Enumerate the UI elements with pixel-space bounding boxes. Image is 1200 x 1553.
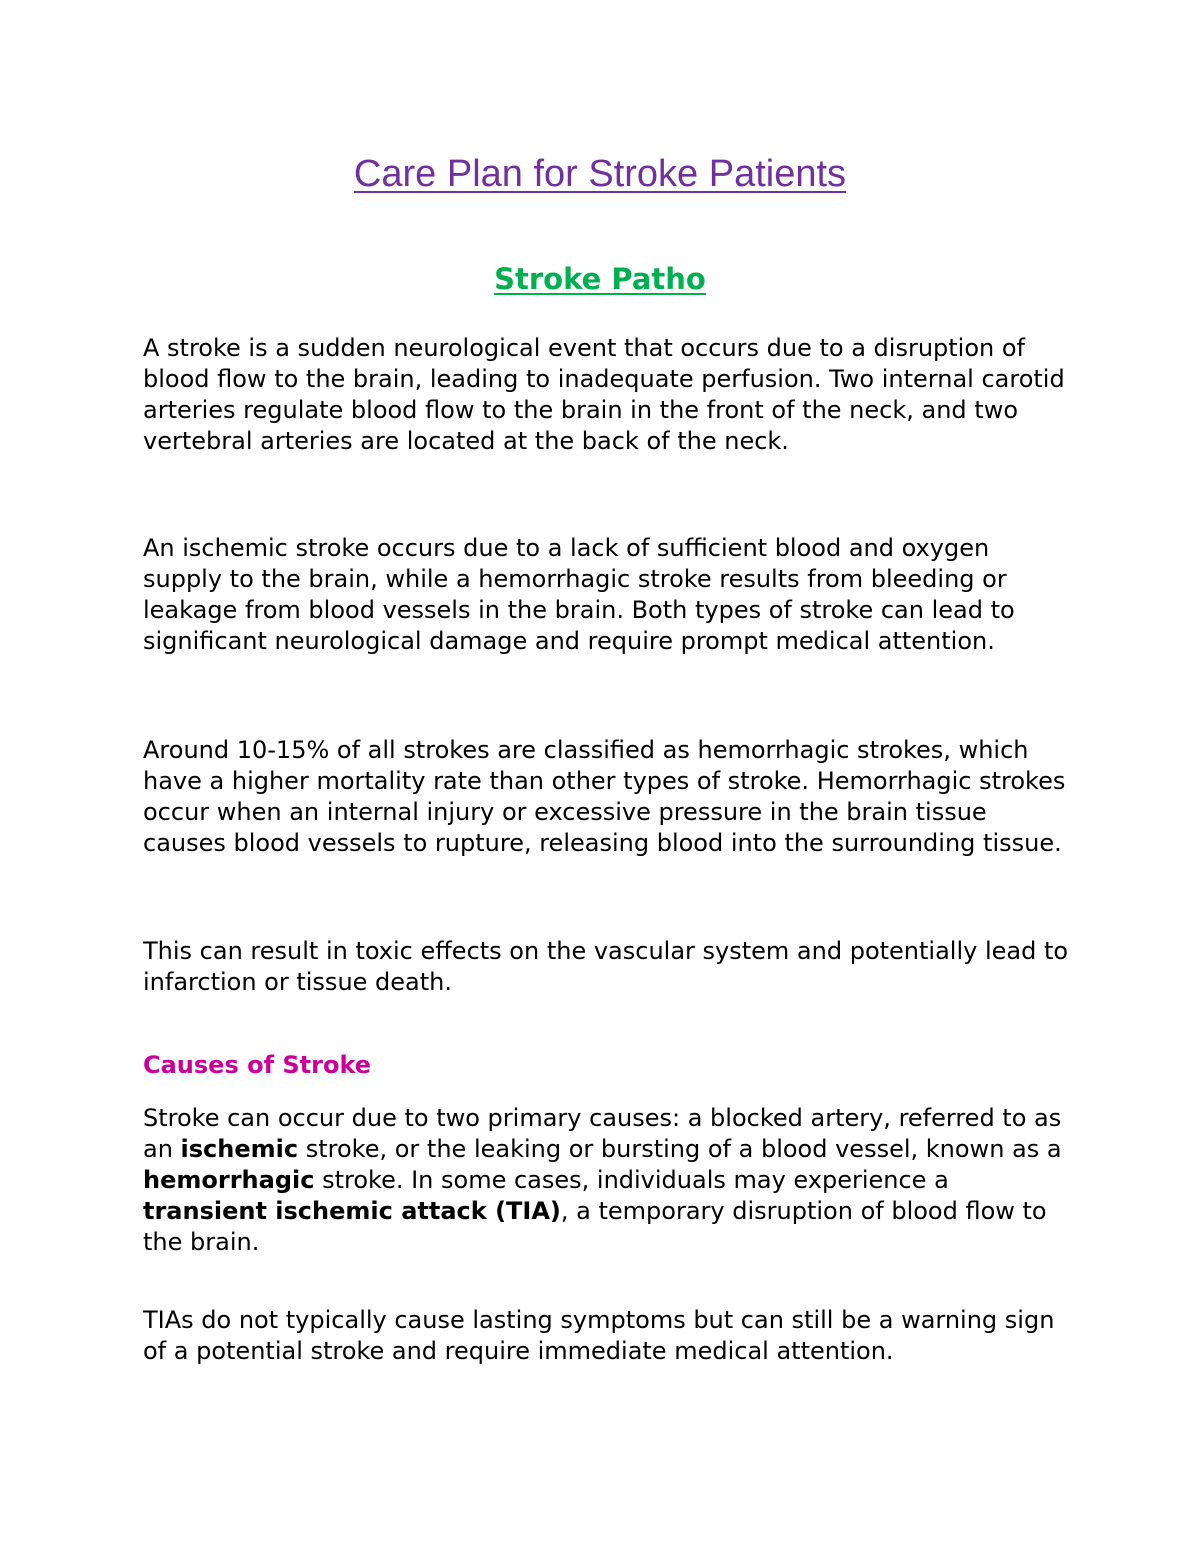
section-heading-causes-of-stroke: Causes of Stroke — [143, 1051, 372, 1079]
section-heading-stroke-patho: Stroke Patho — [494, 262, 706, 296]
paragraph-stroke-causes — [143, 1103, 1073, 1258]
document-title: Care Plan for Stroke Patients — [353, 153, 847, 195]
text-run: Stroke can occur due to two primary causes: a blocked artery, referred to as an — [143, 1104, 1062, 1163]
text-run: stroke. In some cases, individuals may experience a — [314, 1166, 949, 1194]
text-run: stroke, or the leaking or bursting of a blood vessel, known as a — [298, 1135, 1062, 1163]
paragraph-tia-warning: TIAs do not typically cause lasting symptoms but can still be a warning sign of a potential stroke and require immediate medical attention. — [143, 1306, 1055, 1365]
paragraph-toxic-effects: This can result in toxic effects on the vascular system and potentially lead to infarction or tissue death. — [143, 937, 1069, 996]
bold-term-tia: transient ischemic attack (TIA) — [143, 1197, 561, 1225]
paragraph-stroke-definition: A stroke is a sudden neurological event that occurs due to a disruption of blood flow to the brain, leading to inadequate perfusion. Two internal carotid arteries regulate blood flow to the brain in the front of the neck, and two vertebral arteries are located at the back of the neck. — [143, 334, 1065, 455]
bold-term-hemorrhagic: hemorrhagic — [143, 1166, 315, 1194]
bold-term-ischemic: ischemic — [180, 1135, 299, 1163]
paragraph-stroke-types: An ischemic stroke occurs due to a lack of sufficient blood and oxygen supply to the brain, while a hemorrhagic stroke results from bleeding or leakage from blood vessels in the brain. Both types of stroke can lead to significant neurological damage and require prompt medical attention. — [143, 534, 1015, 655]
paragraph-hemorrhagic-statistics: Around 10-15% of all strokes are classified as hemorrhagic strokes, which have a higher mortality rate than other types of stroke. Hemorrhagic strokes occur when an internal injury or excessive pressure in the brain tissue causes blood vessels to rupture, releasing blood into the surrounding tissue. — [143, 736, 1066, 857]
text-run: , a temporary disruption of blood flow to the brain. — [143, 1197, 1047, 1256]
